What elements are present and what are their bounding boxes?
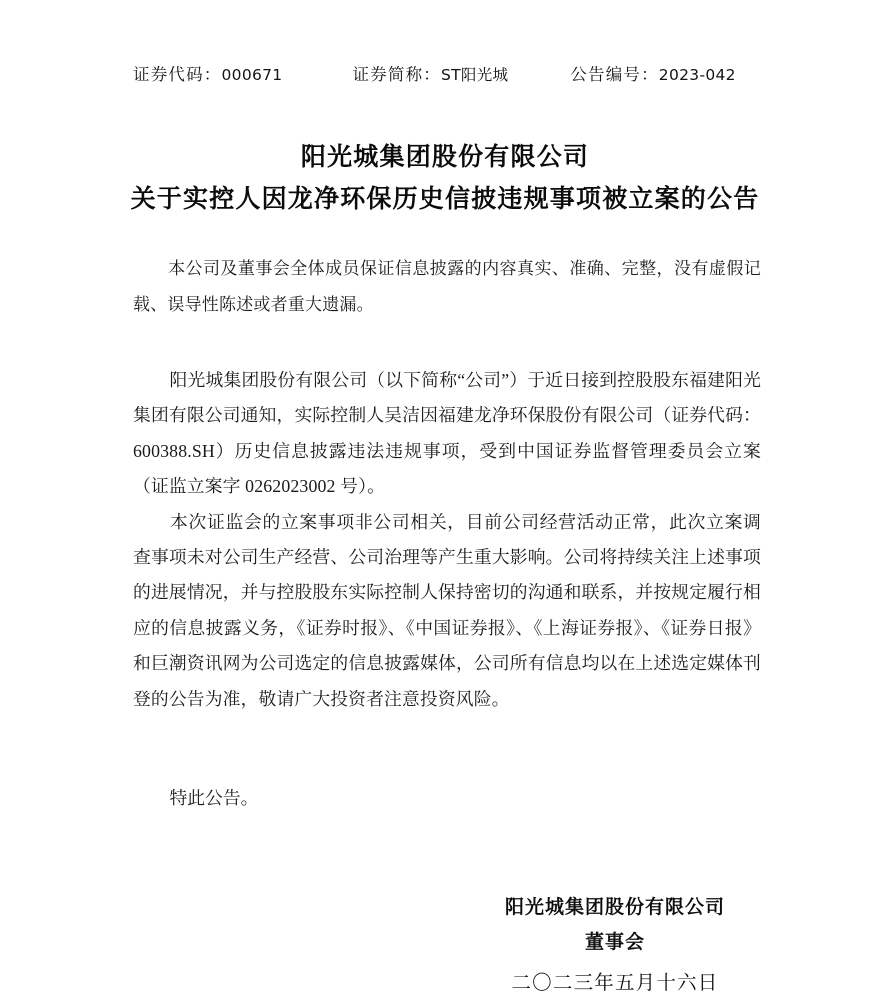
security-abbreviation [352, 61, 508, 85]
security-code-label: 证券代码： [133, 65, 222, 84]
page-title-line-company: 阳光城集团股份有限公司 [300, 142, 590, 171]
statement-text: 本公司及董事会全体成员保证信息披露的内容真实、准确、完整，没有虚假记载、误导性陈述或者重大遗漏。 [133, 259, 761, 315]
page-title [0, 136, 890, 220]
disclosure-statement [133, 252, 761, 323]
closing-note [133, 783, 761, 813]
signature-board: 董事会 [584, 931, 645, 953]
closing-note-text: 特此公告。 [169, 788, 259, 808]
signature-block [470, 890, 760, 1000]
paragraph-2-text: 本次证监会的立案事项非公司相关，目前公司经营活动正常，此次立案调查事项未对公司生产经营、公司治理等产生重大影响。公司将持续关注上述事项的进展情况，并与控股股东实际控制人保持密切的沟通和联系，并按规定履行相应的信息披露义务，《证券时报》、《中国证券报》、《上海证券报》、《证券日报》和巨潮资讯网为公司选定的信息披露媒体，公司所有信息均以在上述选定媒体刊登的公告为准，敬请广大投资者注意投资风险。 [133, 511, 761, 709]
security-code [133, 61, 282, 85]
page-title-line-subject: 关于实控人因龙净环保历史信披违规事项被立案的公告 [130, 184, 760, 213]
security-abbreviation-value: ST阳光城 [440, 66, 509, 84]
body-paragraph-1 [133, 363, 761, 505]
security-code-value: 000671 [221, 66, 283, 84]
announcement-number-label: 公告编号： [570, 65, 659, 84]
security-abbreviation-label: 证券简称： [352, 65, 441, 84]
document-body [133, 252, 761, 717]
signature-company: 阳光城集团股份有限公司 [504, 896, 725, 918]
statement-spacer [133, 323, 761, 363]
announcement-number-value: 2023-042 [658, 66, 736, 84]
signature-date: 二〇二三年五月十六日 [511, 971, 719, 994]
body-paragraph-2 [133, 505, 761, 717]
paragraph-1-text: 阳光城集团股份有限公司（以下简称“公司”）于近日接到控股股东福建阳光集团有限公司通知，实际控制人吴洁因福建龙净环保股份有限公司（证券代码：600388.SH）历史信息披露违法违规事项，受到中国证券监督管理委员会立案（证监立案字 0262023002 号）。 [133, 370, 761, 497]
document-header-meta [133, 61, 760, 89]
announcement-number [570, 61, 736, 85]
